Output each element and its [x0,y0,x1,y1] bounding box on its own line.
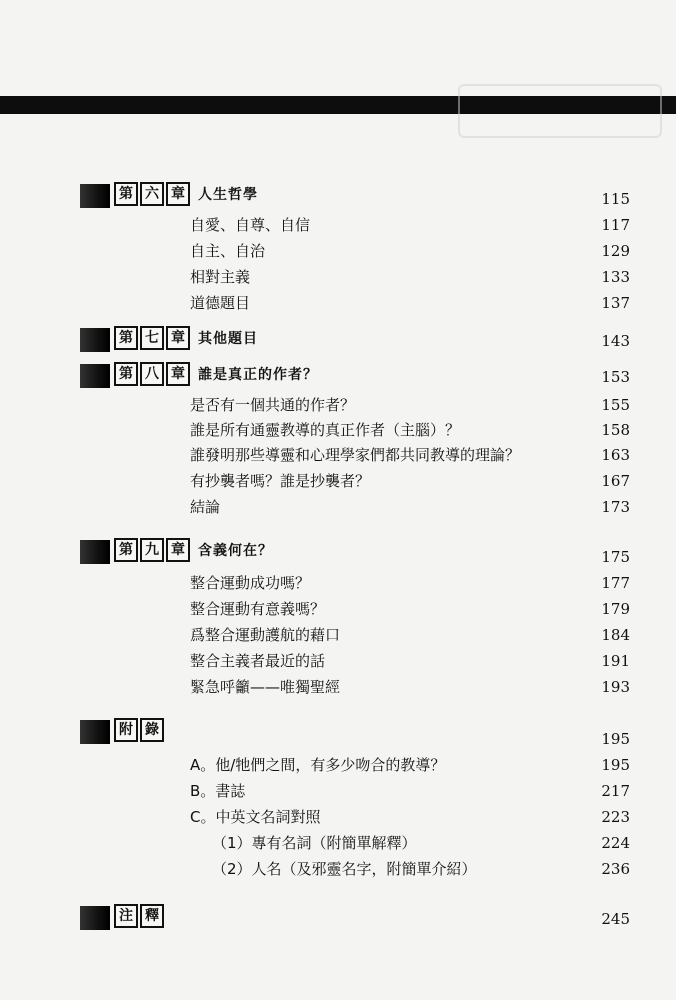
chapter-box: 第 [114,538,138,562]
chapter-9-heading [114,538,273,562]
toc-page: 158 [601,421,630,439]
chapter-marker [80,184,110,208]
chapter-page: 153 [601,368,630,386]
toc-page: 191 [601,652,630,670]
toc-entry: 緊急呼籲——唯獨聖經 [190,678,341,696]
toc-page: 129 [601,242,630,260]
bleed-through-mark [458,84,662,138]
chapter-title: 其他題目 [198,331,258,347]
chapter-box: 第 [114,362,138,386]
chapter-box: 七 [140,326,164,350]
toc-entry: 自主、自治 [190,242,266,260]
chapter-box: 章 [166,362,190,386]
toc-entry: 誰發明那些導靈和心理學家們都共同教導的理論？ [190,446,521,464]
chapter-box: 章 [166,538,190,562]
toc-entry: A。他/牠們之間，有多少吻合的教導？ [190,756,446,774]
chapter-page: 115 [601,190,630,208]
toc-page: 155 [601,396,630,414]
toc-page: 167 [601,472,630,490]
toc-entry: B。書誌 [190,782,246,800]
toc-entry: 整合運動有意義嗎？ [190,600,326,618]
appendix-box: 附 [114,718,138,742]
toc-page: 195 [601,756,630,774]
chapter-title: 人生哲學 [198,187,258,203]
chapter-marker [80,540,110,564]
notes-marker [80,906,110,930]
toc-entry: 道德題目 [190,294,251,312]
chapter-box: 九 [140,538,164,562]
toc-page: 217 [601,782,630,800]
notes-box: 注 [114,904,138,928]
toc-page: 163 [601,446,630,464]
toc-entry: 結論 [190,498,221,516]
chapter-box: 六 [140,182,164,206]
toc-page: 173 [601,498,630,516]
chapter-marker [80,364,110,388]
chapter-title: 含義何在？ [198,543,273,559]
chapter-box: 章 [166,326,190,350]
toc-entry: 自愛、自尊、自信 [190,216,311,234]
toc-page: 193 [601,678,630,696]
chapter-6-heading [114,182,258,206]
chapter-8-heading [114,362,318,386]
toc-page: 223 [601,808,630,826]
chapter-7-heading [114,326,258,350]
chapter-page: 175 [601,548,630,566]
chapter-box: 八 [140,362,164,386]
toc-page: 117 [601,216,630,234]
toc-entry: 整合主義者最近的話 [190,652,326,670]
toc-page: 224 [601,834,630,852]
notes-page: 245 [601,910,630,928]
toc-entry: 誰是所有通靈教導的真正作者（主腦）？ [190,421,461,439]
chapter-title: 誰是真正的作者？ [198,367,318,383]
toc-entry: 相對主義 [190,268,251,286]
toc-page: 133 [601,268,630,286]
notes-heading [114,904,166,928]
chapter-box: 第 [114,182,138,206]
toc-entry: 是否有一個共通的作者？ [190,396,356,414]
chapter-page: 143 [601,332,630,350]
toc-entry: 有抄襲者嗎？誰是抄襲者？ [190,472,371,490]
toc-page: 137 [601,294,630,312]
toc-sub-entry: （2）人名（及邪靈名字，附簡單介紹） [212,860,477,878]
toc-page: 184 [601,626,630,644]
chapter-marker [80,328,110,352]
toc-entry: 爲整合運動護航的藉口 [190,626,341,644]
appendix-box: 錄 [140,718,164,742]
chapter-box: 第 [114,326,138,350]
toc-entry: C。中英文名詞對照 [190,808,321,826]
toc-page: 179 [601,600,630,618]
appendix-heading [114,718,166,742]
appendix-marker [80,720,110,744]
toc-sub-entry: （1）專有名詞（附簡單解釋） [212,834,417,852]
toc-entry: 整合運動成功嗎？ [190,574,311,592]
toc-page: 177 [601,574,630,592]
appendix-page: 195 [601,730,630,748]
toc-page: 236 [601,860,630,878]
chapter-box: 章 [166,182,190,206]
notes-box: 釋 [140,904,164,928]
